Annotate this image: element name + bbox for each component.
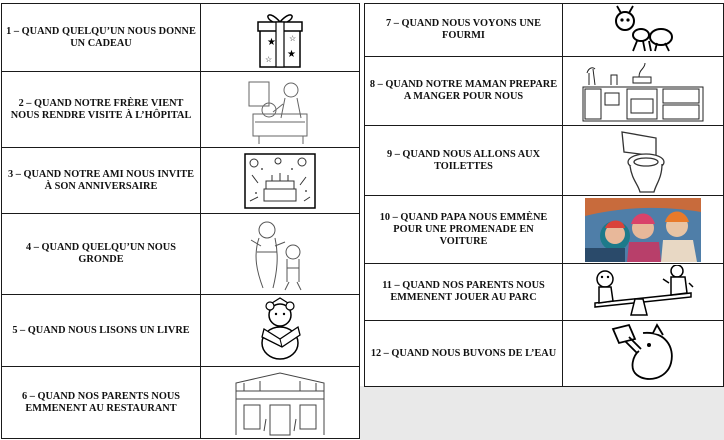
table-row — [2, 4, 360, 72]
table-row — [365, 126, 724, 196]
svg-text:☆: ☆ — [289, 33, 297, 43]
background-gutter — [360, 386, 724, 440]
scolding-icon — [201, 214, 360, 295]
table-row — [365, 264, 724, 321]
table-row — [2, 72, 360, 148]
table-row — [365, 321, 724, 387]
kitchen-icon — [563, 57, 724, 126]
table-row — [365, 196, 724, 264]
reading-bear-icon — [201, 295, 360, 367]
item-text: 6 – QUAND NOS PARENTS NOUS EMMENENT AU RESTAURANT — [2, 367, 201, 439]
car-ride-icon — [563, 196, 724, 264]
table-row — [2, 295, 360, 367]
item-text: 11 – QUAND NOS PARENTS NOUS EMMENENT JOUER AU PARC — [365, 264, 563, 321]
svg-text:★: ★ — [287, 48, 296, 60]
item-text: 9 – QUAND NOUS ALLONS AUX TOILETTES — [365, 126, 563, 196]
restaurant-icon — [201, 367, 360, 439]
drinking-icon — [563, 321, 724, 387]
ant-icon — [563, 4, 724, 57]
birthday-cake-icon — [201, 148, 360, 214]
gift-box-icon — [201, 4, 360, 72]
seesaw-icon — [563, 264, 724, 321]
item-text: 12 – QUAND NOUS BUVONS DE L’EAU — [365, 321, 563, 387]
table-row — [2, 148, 360, 214]
right-table — [364, 3, 724, 387]
item-text: 5 – QUAND NOUS LISONS UN LIVRE — [2, 295, 201, 367]
item-text: 8 – QUAND NOTRE MAMAN PREPARE A MANGER POUR NOUS — [365, 57, 563, 126]
hospital-visit-icon — [201, 72, 360, 148]
left-table — [1, 3, 360, 439]
table-row — [365, 57, 724, 126]
item-text: 3 – QUAND NOTRE AMI NOUS INVITE À SON ANNIVERSAIRE — [2, 148, 201, 214]
item-text: 2 – QUAND NOTRE FRÈRE VIENT NOUS RENDRE VISITE À L’HÔPITAL — [2, 72, 201, 148]
table-row — [2, 214, 360, 295]
item-text: 4 – QUAND QUELQU’UN NOUS GRONDE — [2, 214, 201, 295]
table-row — [2, 367, 360, 439]
item-text: 7 – QUAND NOUS VOYONS UNE FOURMI — [365, 4, 563, 57]
item-text: 1 – QUAND QUELQU’UN NOUS DONNE UN CADEAU — [2, 4, 201, 72]
toilet-icon — [563, 126, 724, 196]
svg-text:☆: ☆ — [265, 54, 273, 64]
table-row — [365, 4, 724, 57]
svg-text:★: ★ — [267, 36, 276, 48]
item-text: 10 – QUAND PAPA NOUS EMMÈNE POUR UNE PROMENADE EN VOITURE — [365, 196, 563, 264]
